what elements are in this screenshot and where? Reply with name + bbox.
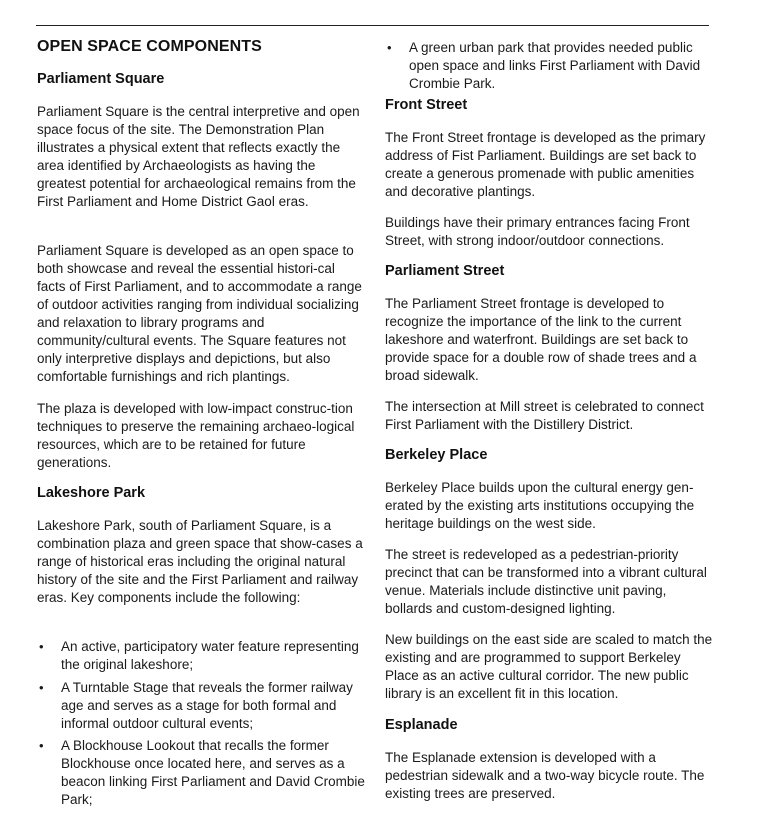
list-item [37, 679, 367, 733]
parliament-square-heading: Parliament Square [37, 71, 165, 87]
list-item-text: A green urban park that provides needed public open space and links First Parliament with David Crombie Park. [409, 40, 701, 91]
section-heading: OPEN SPACE COMPONENTS [37, 38, 262, 55]
top-rule [36, 25, 709, 26]
bullet-icon: • [39, 738, 44, 753]
parliament-street-paragraph-1: The Parliament Street frontage is developed to recognize the importance of the link to the current lakeshore and waterfront. Buildings are set back to provide space for a double row of shade trees and a broad sidewalk. [385, 296, 697, 383]
esplanade-heading: Esplanade [385, 717, 458, 733]
lakeshore-park-heading: Lakeshore Park [37, 485, 146, 501]
bullet-icon: • [39, 639, 44, 654]
parliament-square-paragraph-2: Parliament Square is developed as an open space to both showcase and reveal the essential histori-cal facts of First Parliament, and to accommodate a range of outdoor activities ranging from individual socializing and relaxation to library programs and community/cultural events. The Square features not only interpretive displays and depictions, but also comfortable furnishings and rich plantings. [37, 243, 362, 384]
list-item-text: A Blockhouse Lookout that recalls the former Blockhouse once located here, and serves as a beacon linking First Parliament and David Crombie Park; [61, 738, 365, 807]
front-street-heading: Front Street [385, 97, 468, 113]
berkeley-place-paragraph-3: New buildings on the east side are scaled to match the existing and are programmed to support Berkeley Place as an active cultural corridor. The new public library is an excellent fit in this location. [385, 632, 713, 701]
bullet-icon: • [387, 40, 392, 55]
parliament-street-heading: Parliament Street [385, 263, 505, 279]
list-item [37, 638, 367, 674]
front-street-paragraph-2: Buildings have their primary entrances facing Front Street, with strong indoor/outdoor connections. [385, 215, 690, 248]
list-item [37, 737, 367, 809]
parliament-square-paragraph-1: Parliament Square is the central interpretive and open space focus of the site. The Demonstration Plan illustrates a physical extent that reflects exactly the area identified by Archaeologists as having the greatest potential for archaeological remains from the First Parliament and Home District Gaol eras. [37, 104, 360, 209]
esplanade-paragraph: The Esplanade extension is developed with a pedestrian sidewalk and a two-way bicycle route. The existing trees are preserved. [385, 750, 705, 801]
parliament-square-paragraph-3: The plaza is developed with low-impact construc-tion techniques to preserve the remaining archaeo-logical resources, which are to be retained for future generations. [37, 401, 355, 470]
list-item [385, 39, 715, 93]
berkeley-place-paragraph-2: The street is redeveloped as a pedestrian-priority precinct that can be transformed into a vibrant cultural venue. Materials include distinctive unit paving, bollards and custom-designed lighting. [385, 547, 707, 616]
berkeley-place-paragraph-1: Berkeley Place builds upon the cultural energy gen-erated by the existing arts institutions occupying the heritage buildings on the west side. [385, 480, 695, 531]
list-item-text: An active, participatory water feature representing the original lakeshore; [61, 639, 359, 672]
berkeley-place-heading: Berkeley Place [385, 447, 488, 463]
bullet-icon: • [39, 680, 44, 695]
list-item-text: A Turntable Stage that reveals the former railway age and serves as a stage for both formal and informal outdoor cultural events; [61, 680, 353, 731]
front-street-paragraph-1: The Front Street frontage is developed as the primary address of Fist Parliament. Buildings are set back to create a generous promenade with public amenities and decorative plantings. [385, 130, 706, 199]
parliament-street-paragraph-2: The intersection at Mill street is celebrated to connect First Parliament with the Distillery District. [385, 399, 704, 432]
lakeshore-park-paragraph: Lakeshore Park, south of Parliament Square, is a combination plaza and green space that show-cases a range of historical eras including the original natural history of the site and the First Parliament and railway eras. Key components include the following: [37, 518, 363, 605]
